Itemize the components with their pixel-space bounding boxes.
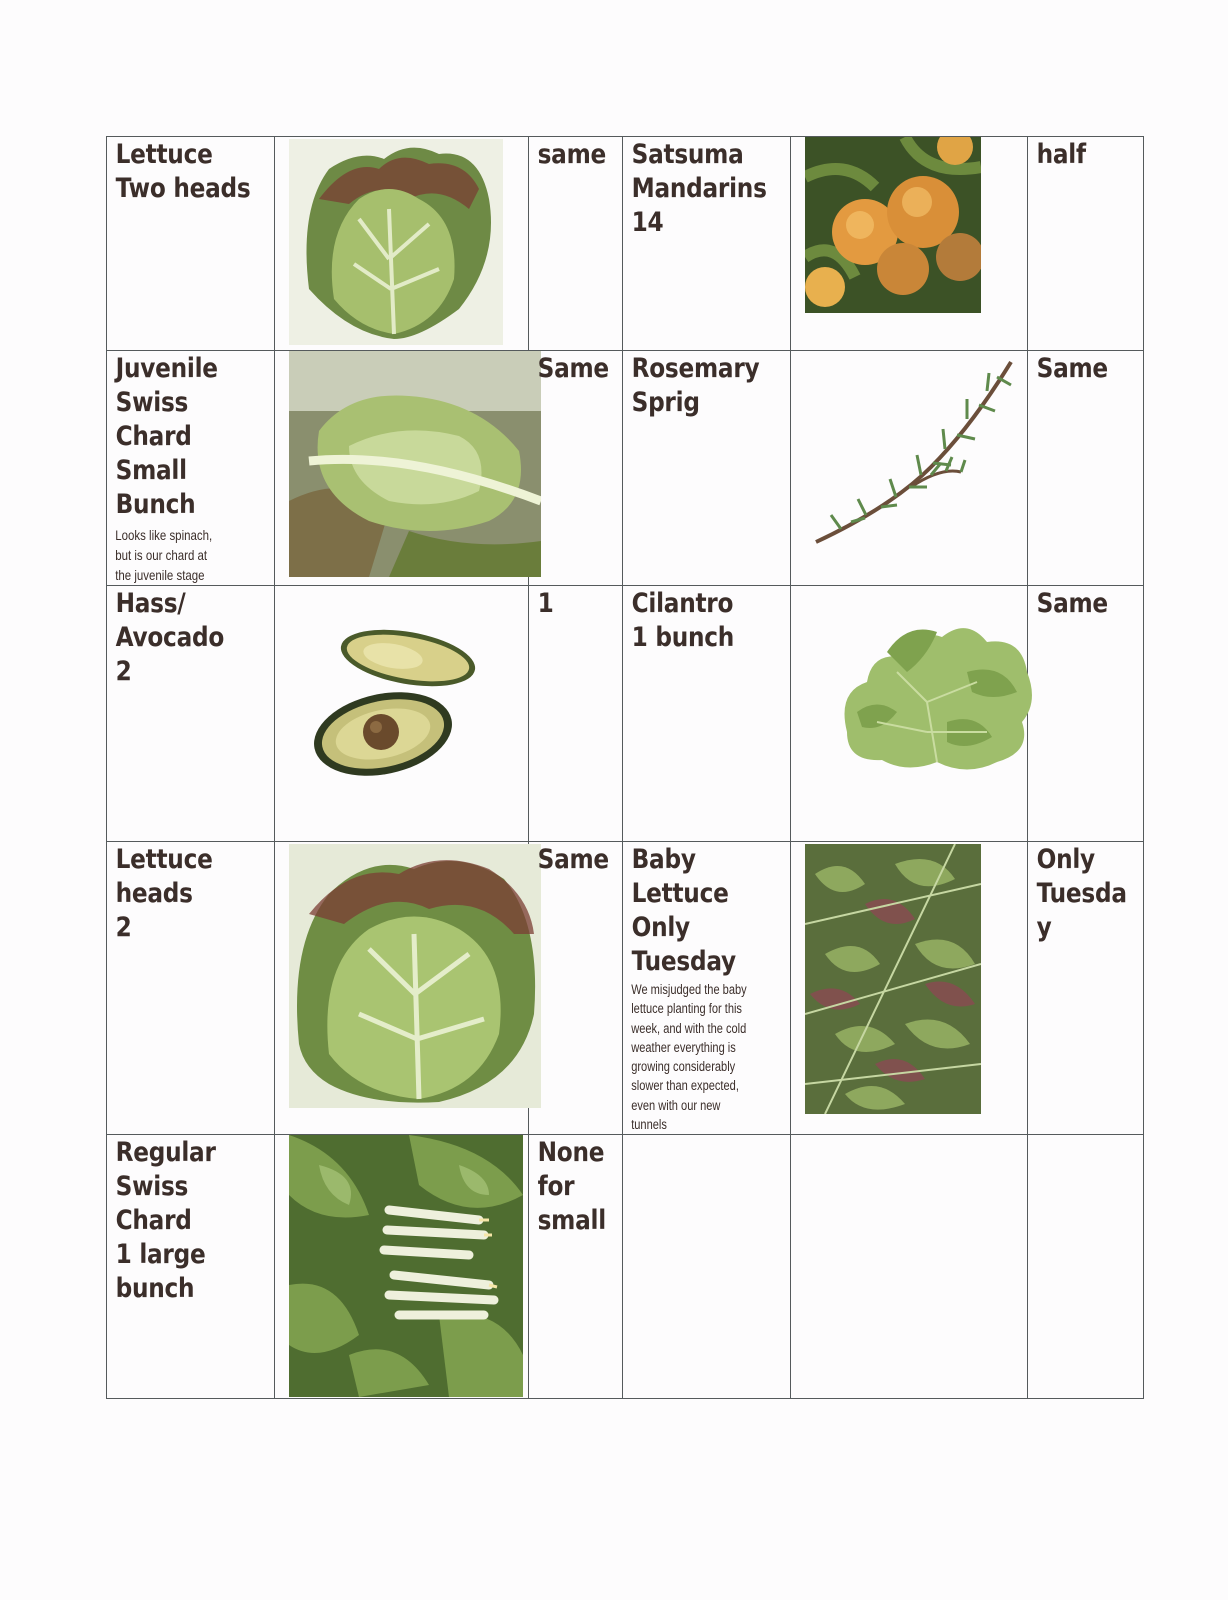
item-line: Chard: [115, 421, 192, 452]
item-line: Bunch: [115, 489, 196, 520]
item-line: Regular: [115, 1137, 216, 1169]
note-line: the juvenile stage: [115, 567, 205, 583]
item-line: heads: [115, 878, 193, 909]
item-line: Tuesday: [631, 946, 736, 977]
quantity-line: Same: [1036, 353, 1108, 384]
quantity-cell: [528, 137, 622, 351]
item-line: 1 large: [115, 1239, 206, 1271]
item-cell: [107, 586, 275, 842]
table-row: [107, 586, 1144, 842]
item-line: Chard: [115, 1205, 192, 1237]
item-line: Cilantro: [631, 588, 733, 619]
table-row: [107, 351, 1144, 586]
quantity-line: Only: [1036, 844, 1095, 875]
item-line: Lettuce: [115, 844, 213, 875]
item-line: Only: [631, 912, 690, 943]
rosemary-sprig-photo: [811, 357, 1021, 547]
image-cell: [790, 842, 1027, 1135]
table-row: [107, 137, 1144, 351]
item-cell: [107, 1135, 275, 1399]
note-line: lettuce planting for this: [630, 1001, 742, 1017]
quantity-line: same: [537, 139, 606, 170]
item-line: Swiss: [115, 1171, 189, 1203]
item-line: Swiss: [115, 387, 189, 418]
item-line: Satsuma: [631, 139, 744, 170]
lettuce-heads-photo: [289, 844, 541, 1108]
item-line: Lettuce: [631, 878, 729, 909]
note-line: Looks like spinach,: [115, 527, 213, 543]
item-cell: [622, 842, 790, 1135]
item-cell: [107, 842, 275, 1135]
quantity-cell: [528, 351, 622, 586]
table-row: [107, 842, 1144, 1135]
image-cell: [274, 351, 528, 586]
item-line: Two heads: [115, 173, 251, 204]
quantity-line: y: [1036, 912, 1052, 943]
note-line: but is our chard at: [115, 547, 208, 563]
item-line: 14: [631, 207, 664, 238]
juvenile-swiss-chard-photo: [289, 351, 541, 577]
item-line: 1 bunch: [631, 622, 734, 653]
empty-cell: [622, 1135, 790, 1399]
quantity-line: None: [537, 1137, 605, 1169]
quantity-cell: [528, 586, 622, 842]
empty-cell: [790, 1135, 1027, 1399]
quantity-line: 1: [537, 588, 554, 619]
note-line: week, and with the cold: [630, 1020, 747, 1036]
quantity-cell: [528, 842, 622, 1135]
item-line: Small: [115, 455, 187, 486]
note-line: growing considerably: [630, 1059, 735, 1075]
quantity-line: Tuesda: [1036, 878, 1127, 909]
note-line: slower than expected,: [630, 1078, 739, 1094]
image-cell: [274, 842, 528, 1135]
produce-table: [106, 136, 1144, 1399]
satsuma-mandarins-photo: [805, 137, 981, 313]
quantity-line: for: [537, 1171, 575, 1203]
image-cell: [790, 586, 1027, 842]
item-line: 2: [115, 656, 132, 687]
quantity-cell: [1027, 351, 1143, 586]
item-line: Mandarins: [631, 173, 767, 204]
item-cell: [107, 137, 275, 351]
image-cell: [790, 137, 1027, 351]
note-line: even with our new: [630, 1097, 721, 1113]
item-line: bunch: [115, 1273, 195, 1305]
item-cell: [622, 351, 790, 586]
image-cell: [274, 586, 528, 842]
regular-swiss-chard-photo: [289, 1135, 523, 1397]
quantity-line: small: [537, 1205, 606, 1237]
quantity-cell: [1027, 586, 1143, 842]
image-cell: [274, 137, 528, 351]
quantity-cell: [1027, 842, 1143, 1135]
empty-cell: [1027, 1135, 1143, 1399]
item-line: Avocado: [115, 622, 225, 653]
item-cell: [622, 137, 790, 351]
item-line: Sprig: [631, 387, 700, 418]
item-cell: [622, 586, 790, 842]
note-line: weather everything is: [630, 1039, 736, 1055]
item-line: Lettuce: [115, 139, 213, 170]
quantity-line: Same: [1036, 588, 1108, 619]
item-cell: [107, 351, 275, 586]
item-line: 2: [115, 912, 132, 943]
quantity-cell: [528, 1135, 622, 1399]
baby-lettuce-mix-photo: [805, 844, 981, 1114]
item-line: Hass/: [115, 588, 186, 619]
item-line: Rosemary: [631, 353, 760, 384]
image-cell: [274, 1135, 528, 1399]
table-row: [107, 1135, 1144, 1399]
avocado-halves-photo: [313, 616, 483, 781]
item-line: Baby: [631, 844, 696, 875]
quantity-cell: [1027, 137, 1143, 351]
item-line: Juvenile: [115, 353, 218, 384]
lettuce-head-photo: [289, 139, 503, 345]
note-line: We misjudged the baby: [630, 982, 747, 997]
cilantro-bunch-photo: [827, 612, 1039, 774]
note-line: tunnels: [630, 1117, 667, 1133]
quantity-line: Same: [537, 844, 609, 875]
quantity-line: Same: [537, 353, 609, 384]
quantity-line: half: [1036, 139, 1086, 170]
image-cell: [790, 351, 1027, 586]
